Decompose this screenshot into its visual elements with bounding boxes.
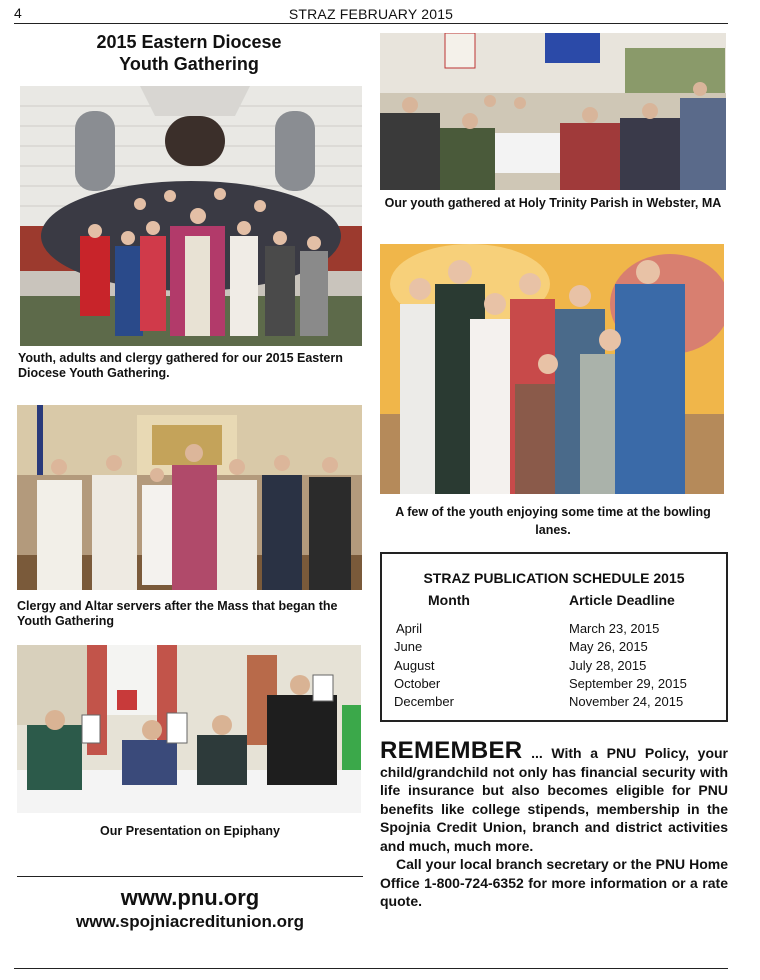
- remember-body: ... With a PNU Policy, your child/grandchild not only has financial security with life insurance but also becomes eligible for PNU benefits like college stipends, membership in the Spojnia Credit Union, branch and district activities and much, much more.: [380, 745, 728, 854]
- schedule-month: June: [394, 639, 423, 654]
- caption-group-church: Youth, adults and clergy gathered for our 2015 Eastern Diocese Youth Gathering.: [18, 351, 343, 380]
- schedule-deadline: March 23, 2015: [569, 621, 660, 636]
- publication-header-title: STRAZ FEBRUARY 2015: [288, 6, 454, 22]
- page-number: 4: [14, 5, 22, 21]
- photo-holy-trinity-youth: [380, 33, 726, 190]
- publication-schedule-box: [380, 552, 728, 722]
- schedule-deadline-header: Article Deadline: [569, 592, 675, 608]
- left-divider: [17, 876, 363, 877]
- remember-call-to-action: Call your local branch secretary or the PNU Home Office 1-800-724-6352 for more information or a rate quote.: [380, 856, 728, 909]
- remember-notice: [380, 737, 728, 911]
- caption-epiphany-presentation: Our Presentation on Epiphany: [100, 824, 280, 838]
- schedule-title: STRAZ PUBLICATION SCHEDULE 2015: [423, 570, 685, 586]
- schedule-row: [382, 639, 726, 657]
- article-title-line-2: Youth Gathering: [119, 54, 259, 74]
- schedule-row: [382, 621, 726, 639]
- schedule-month-header: Month: [428, 592, 470, 608]
- remember-heading: REMEMBER: [380, 737, 523, 764]
- footer-rule: [14, 968, 728, 969]
- schedule-month: December: [394, 694, 454, 709]
- schedule-month: August: [394, 658, 435, 673]
- schedule-deadline: May 26, 2015: [569, 639, 648, 654]
- photo-bowling-lanes: [380, 244, 724, 494]
- schedule-deadline: July 28, 2015: [569, 658, 647, 673]
- schedule-row: [382, 694, 726, 712]
- schedule-month: April: [396, 621, 423, 636]
- photo-group-church: [20, 86, 362, 346]
- credit-union-website-link[interactable]: www.spojniacreditunion.org: [76, 912, 304, 931]
- article-title-line-1: 2015 Eastern Diocese: [96, 32, 282, 52]
- schedule-deadline: September 29, 2015: [569, 676, 687, 691]
- caption-bowling-lanes: A few of the youth enjoying some time at the bowling lanes.: [395, 505, 711, 537]
- caption-holy-trinity-youth: Our youth gathered at Holy Trinity Parish in Webster, MA: [384, 196, 722, 210]
- schedule-month: October: [394, 676, 441, 691]
- schedule-row: [382, 676, 726, 694]
- page-header: [14, 4, 728, 24]
- photo-epiphany-presentation: [17, 645, 361, 813]
- caption-clergy-altar-servers: Clergy and Altar servers after the Mass that began the Youth Gathering: [17, 599, 338, 628]
- remember-paragraph: [380, 737, 728, 855]
- pnu-website-link[interactable]: www.pnu.org: [120, 885, 260, 910]
- schedule-row: [382, 658, 726, 676]
- schedule-deadline: November 24, 2015: [569, 694, 684, 709]
- photo-clergy-altar-servers: [17, 405, 362, 590]
